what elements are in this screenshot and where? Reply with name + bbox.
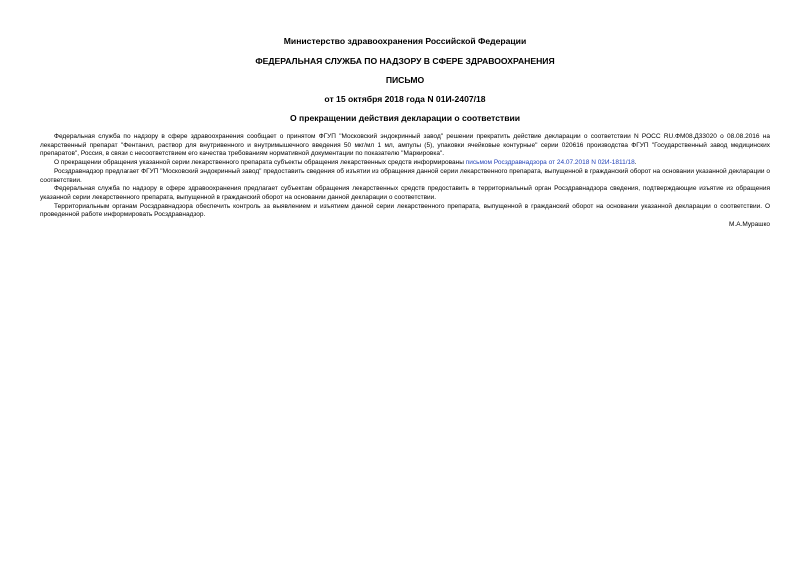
ministry-heading: Министерство здравоохранения Российской Федерации: [283, 36, 527, 46]
document-type-heading: ПИСЬМО: [385, 75, 425, 85]
document-page: [40, 0, 770, 571]
paragraph-3: Росздравнадзор предлагает ФГУП "Московский эндокринный завод" предоставить сведения об изъятии из обращения данной серии лекарственного препарата, выпущенной в гражданский оборот на основании указанной декларации о соответствии.: [40, 167, 770, 184]
paragraph-2-text: О прекращении обращения указанной серии лекарственного препарата субъекты обращения лекарственных средств информированы: [54, 159, 466, 167]
paragraph-2-end: .: [634, 159, 637, 167]
paragraph-5: Территориальным органам Росздравнадзора обеспечить контроль за выявлением и изъятием данной серии лекарственного препарата, выпущенной в гражданский оборот на основании указанной декларации о соответствии. О проведенной работе информировать Росздравнадзор.: [40, 202, 770, 219]
service-heading: ФЕДЕРАЛЬНАЯ СЛУЖБА ПО НАДЗОРУ В СФЕРЕ ЗДРАВООХРАНЕНИЯ: [255, 56, 555, 66]
paragraph-1: Федеральная служба по надзору в сфере здравоохранения сообщает о принятом ФГУП "Московский эндокринный завод" решении прекратить действие декларации о соответствии N РОСС RU.ФМ08.Д33020 о 08.08.2016 на лекарственный препарат "Фентанил, раствор для внутривенного и внутримышечного введения 50 мкг/мл 1 мл, ампулы (5), упаковки ячейковые контурные" серии 020616 производства ФГУП "Государственный завод медицинских препаратов", Россия, в связи с несоответствием его качества требованиям нормативной документации по показателю "Маркировка".: [40, 133, 770, 158]
reference-letter-link[interactable]: письмом Росздравнадзора от 24.07.2018 N 02И-1811/18: [465, 159, 635, 167]
document-body: [40, 133, 770, 230]
document-subject: О прекращении действия декларации о соответствии: [289, 113, 521, 123]
paragraph-4: Федеральная служба по надзору в сфере здравоохранения предлагает субъектам обращения лекарственных средств предоставить в территориальный орган Росздравнадзора сведения, подтверждающие изъятие из обращения указанной серии лекарственного препарата, выпущенной в гражданский оборот на основании данной декларации о соответствии.: [40, 185, 770, 201]
document-date-number: от 15 октября 2018 года N 01И-2407/18: [324, 94, 486, 104]
signature: М.А.Мурашко: [728, 221, 770, 229]
paragraph-2: [40, 159, 770, 168]
